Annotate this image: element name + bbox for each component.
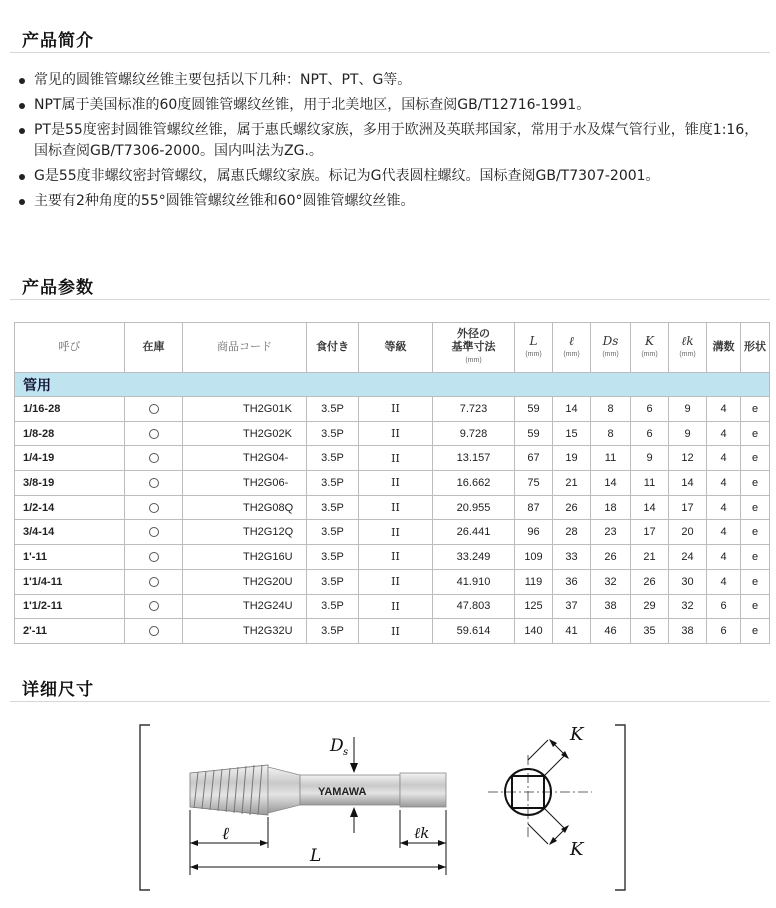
cell-flutes: 4 — [707, 545, 741, 570]
table-row — [15, 594, 770, 619]
cell-L: 59 — [515, 421, 553, 446]
cell-bite: 3.5P — [307, 446, 359, 471]
cell-bite: 3.5P — [307, 397, 359, 422]
cell-Ds: 23 — [591, 520, 631, 545]
tap-diagram-svg — [0, 715, 776, 908]
header-l-symbol: ℓ — [569, 333, 574, 348]
cell-code: TH2G20U — [183, 569, 307, 594]
header-lk — [669, 323, 707, 373]
params-table — [14, 322, 770, 644]
cell-lk: 17 — [669, 495, 707, 520]
cell-K: 35 — [631, 619, 669, 644]
dimensions-title: 详细尺寸 — [22, 680, 94, 700]
right-bracket — [615, 725, 625, 890]
cell-bite: 3.5P — [307, 619, 359, 644]
cell-name: 1/8-28 — [15, 421, 125, 446]
cell-name: 3/4-14 — [15, 520, 125, 545]
cell-grade: II — [359, 421, 433, 446]
cell-Ds: 26 — [591, 545, 631, 570]
cell-K: 9 — [631, 446, 669, 471]
stock-circle-icon — [149, 453, 159, 463]
cell-bite: 3.5P — [307, 594, 359, 619]
cell-flutes: 4 — [707, 569, 741, 594]
header-K-unit: (mm) — [641, 350, 658, 358]
cell-code: TH2G08Q — [183, 495, 307, 520]
cell-flutes: 4 — [707, 495, 741, 520]
table-row — [15, 545, 770, 570]
cell-L: 125 — [515, 594, 553, 619]
header-grade: 等級 — [359, 323, 433, 373]
header-K — [631, 323, 669, 373]
cell-bite: 3.5P — [307, 545, 359, 570]
cell-stock — [125, 545, 183, 570]
brand-mark: YAMAWA — [318, 786, 367, 798]
cell-bite: 3.5P — [307, 569, 359, 594]
cell-K: 21 — [631, 545, 669, 570]
cell-Ds: 46 — [591, 619, 631, 644]
cell-L: 67 — [515, 446, 553, 471]
cell-lk: 9 — [669, 397, 707, 422]
stock-circle-icon — [149, 577, 159, 587]
cell-K: 6 — [631, 421, 669, 446]
cell-stock — [125, 520, 183, 545]
cell-Ds: 8 — [591, 421, 631, 446]
intro-bullet: NPT属于美国标准的60度圆锥管螺纹丝锥，用于北美地区，国标查阅GB/T12716-1991。 — [18, 95, 768, 116]
cell-shape: e — [741, 545, 770, 570]
stock-circle-icon — [149, 429, 159, 439]
stock-circle-icon — [149, 404, 159, 414]
cell-Ds: 11 — [591, 446, 631, 471]
tap-body — [190, 765, 446, 815]
cell-grade: II — [359, 471, 433, 496]
header-yobi: 呼び — [15, 323, 125, 373]
cell-name: 1/16-28 — [15, 397, 125, 422]
cell-name: 3/8-19 — [15, 471, 125, 496]
header-flutes: 溝数 — [707, 323, 741, 373]
cell-flutes: 6 — [707, 594, 741, 619]
cell-Ds: 18 — [591, 495, 631, 520]
cell-L: 96 — [515, 520, 553, 545]
table-row — [15, 471, 770, 496]
params-divider — [10, 299, 770, 300]
cell-l: 26 — [553, 495, 591, 520]
cell-lk: 12 — [669, 446, 707, 471]
cell-shape: e — [741, 446, 770, 471]
cell-code: TH2G32U — [183, 619, 307, 644]
table-row — [15, 619, 770, 644]
label-lk: ℓk — [414, 824, 430, 842]
header-shape: 形状 — [741, 323, 770, 373]
stock-circle-icon — [149, 552, 159, 562]
cell-K: 11 — [631, 471, 669, 496]
cell-l: 21 — [553, 471, 591, 496]
cell-grade: II — [359, 594, 433, 619]
cell-l: 37 — [553, 594, 591, 619]
cell-l: 41 — [553, 619, 591, 644]
params-title: 产品参数 — [22, 278, 94, 298]
cell-lk: 24 — [669, 545, 707, 570]
cell-code: TH2G04- — [183, 446, 307, 471]
table-row — [15, 520, 770, 545]
cell-bite: 3.5P — [307, 421, 359, 446]
cell-lk: 20 — [669, 520, 707, 545]
header-diameter-line2: 基準寸法 — [451, 341, 496, 353]
cell-grade: II — [359, 545, 433, 570]
header-lk-symbol: ℓk — [681, 333, 694, 348]
cell-flutes: 6 — [707, 619, 741, 644]
cell-l: 36 — [553, 569, 591, 594]
cell-shape: e — [741, 495, 770, 520]
cell-code: TH2G02K — [183, 421, 307, 446]
intro-bullet: 主要有2种角度的55°圆锥管螺纹丝锥和60°圆锥管螺纹丝锥。 — [18, 191, 768, 212]
header-diameter — [433, 323, 515, 373]
cell-name: 1'1/4-11 — [15, 569, 125, 594]
cell-K: 14 — [631, 495, 669, 520]
cell-diameter: 59.614 — [433, 619, 515, 644]
cell-shape: e — [741, 569, 770, 594]
cell-Ds: 14 — [591, 471, 631, 496]
header-Ds-unit: (mm) — [602, 350, 619, 358]
header-stock: 在庫 — [125, 323, 183, 373]
cell-flutes: 4 — [707, 471, 741, 496]
intro-divider — [10, 52, 770, 53]
cell-lk: 32 — [669, 594, 707, 619]
cell-grade: II — [359, 495, 433, 520]
cell-L: 59 — [515, 397, 553, 422]
header-L-unit: (mm) — [525, 350, 542, 358]
stock-circle-icon — [149, 601, 159, 611]
cell-shape: e — [741, 471, 770, 496]
table-row — [15, 495, 770, 520]
cell-code: TH2G16U — [183, 545, 307, 570]
header-Ds-symbol: Ds — [602, 333, 619, 348]
stock-circle-icon — [149, 503, 159, 513]
cell-name: 1/2-14 — [15, 495, 125, 520]
dimensions-divider — [10, 701, 770, 702]
label-K-bottom: K — [570, 839, 584, 860]
cell-shape: e — [741, 594, 770, 619]
cell-lk: 38 — [669, 619, 707, 644]
cell-stock — [125, 446, 183, 471]
left-bracket — [140, 725, 150, 890]
tap-dimension-diagram — [0, 715, 776, 908]
cell-L: 75 — [515, 471, 553, 496]
cell-shape: e — [741, 421, 770, 446]
header-L-symbol: L — [529, 333, 538, 348]
header-diameter-unit: (mm) — [465, 357, 482, 364]
cell-bite: 3.5P — [307, 471, 359, 496]
cell-shape: e — [741, 397, 770, 422]
cell-grade: II — [359, 520, 433, 545]
cell-diameter: 26.441 — [433, 520, 515, 545]
cell-diameter: 41.910 — [433, 569, 515, 594]
group-row-label: 管用 — [15, 373, 770, 397]
cell-shape: e — [741, 619, 770, 644]
cell-K: 26 — [631, 569, 669, 594]
header-code: 商品コード — [183, 323, 307, 373]
cell-l: 19 — [553, 446, 591, 471]
intro-bullet: G是55度非螺纹密封管螺纹，属惠氏螺纹家族。标记为G代表圆柱螺纹。国标查阅GB/T7307-2001。 — [18, 166, 768, 187]
intro-bullet-list — [18, 70, 768, 216]
cell-diameter: 13.157 — [433, 446, 515, 471]
cell-K: 6 — [631, 397, 669, 422]
tap-end-view — [488, 739, 592, 845]
cell-Ds: 38 — [591, 594, 631, 619]
cell-K: 29 — [631, 594, 669, 619]
label-K-top: K — [570, 724, 584, 745]
header-l — [553, 323, 591, 373]
cell-stock — [125, 495, 183, 520]
stock-circle-icon — [149, 626, 159, 636]
cell-code: TH2G01K — [183, 397, 307, 422]
cell-code: TH2G24U — [183, 594, 307, 619]
cell-stock — [125, 594, 183, 619]
cell-lk: 30 — [669, 569, 707, 594]
header-L — [515, 323, 553, 373]
cell-shape: e — [741, 520, 770, 545]
cell-diameter: 7.723 — [433, 397, 515, 422]
intro-title: 产品简介 — [22, 31, 94, 51]
cell-Ds: 8 — [591, 397, 631, 422]
stock-circle-icon — [149, 527, 159, 537]
cell-diameter: 9.728 — [433, 421, 515, 446]
header-diameter-line1: 外径の — [457, 328, 490, 340]
cell-l: 28 — [553, 520, 591, 545]
cell-L: 109 — [515, 545, 553, 570]
table-row — [15, 569, 770, 594]
cell-l: 33 — [553, 545, 591, 570]
header-K-symbol: K — [645, 333, 654, 348]
cell-grade: II — [359, 397, 433, 422]
cell-stock — [125, 619, 183, 644]
intro-bullet: 常见的圆锥管螺纹丝锥主要包括以下几种：NPT、PT、G等。 — [18, 70, 768, 91]
cell-name: 1'1/2-11 — [15, 594, 125, 619]
cell-flutes: 4 — [707, 421, 741, 446]
cell-l: 14 — [553, 397, 591, 422]
cell-stock — [125, 471, 183, 496]
cell-diameter: 16.662 — [433, 471, 515, 496]
cell-diameter: 20.955 — [433, 495, 515, 520]
cell-L: 140 — [515, 619, 553, 644]
cell-code: TH2G12Q — [183, 520, 307, 545]
label-Ds-sub: s — [343, 747, 349, 758]
label-L: L — [310, 846, 322, 866]
header-bite: 食付き — [307, 323, 359, 373]
cell-grade: II — [359, 446, 433, 471]
cell-grade: II — [359, 619, 433, 644]
cell-bite: 3.5P — [307, 520, 359, 545]
table-row — [15, 446, 770, 471]
cell-name: 1'-11 — [15, 545, 125, 570]
cell-Ds: 32 — [591, 569, 631, 594]
cell-lk: 14 — [669, 471, 707, 496]
cell-flutes: 4 — [707, 397, 741, 422]
label-l: ℓ — [222, 824, 230, 844]
intro-bullet: PT是55度密封圆锥管螺纹丝锥，属于惠氏螺纹家族，多用于欧洲及英联邦国家，常用于水及煤气管行业，锥度1:16，国标查阅GB/T7306-2000。国内叫法为ZG.。 — [18, 120, 768, 162]
header-lk-unit: (mm) — [679, 350, 696, 358]
cell-K: 17 — [631, 520, 669, 545]
stock-circle-icon — [149, 478, 159, 488]
cell-stock — [125, 569, 183, 594]
cell-stock — [125, 397, 183, 422]
cell-name: 1/4-19 — [15, 446, 125, 471]
cell-name: 2'-11 — [15, 619, 125, 644]
header-Ds — [591, 323, 631, 373]
cell-L: 119 — [515, 569, 553, 594]
cell-diameter: 47.803 — [433, 594, 515, 619]
cell-L: 87 — [515, 495, 553, 520]
cell-stock — [125, 421, 183, 446]
cell-flutes: 4 — [707, 520, 741, 545]
table-row — [15, 397, 770, 422]
cell-diameter: 33.249 — [433, 545, 515, 570]
cell-grade: II — [359, 569, 433, 594]
cell-l: 15 — [553, 421, 591, 446]
cell-bite: 3.5P — [307, 495, 359, 520]
cell-lk: 9 — [669, 421, 707, 446]
cell-code: TH2G06- — [183, 471, 307, 496]
header-l-unit: (mm) — [563, 350, 580, 358]
cell-flutes: 4 — [707, 446, 741, 471]
table-row — [15, 421, 770, 446]
label-Ds: D — [330, 736, 344, 756]
